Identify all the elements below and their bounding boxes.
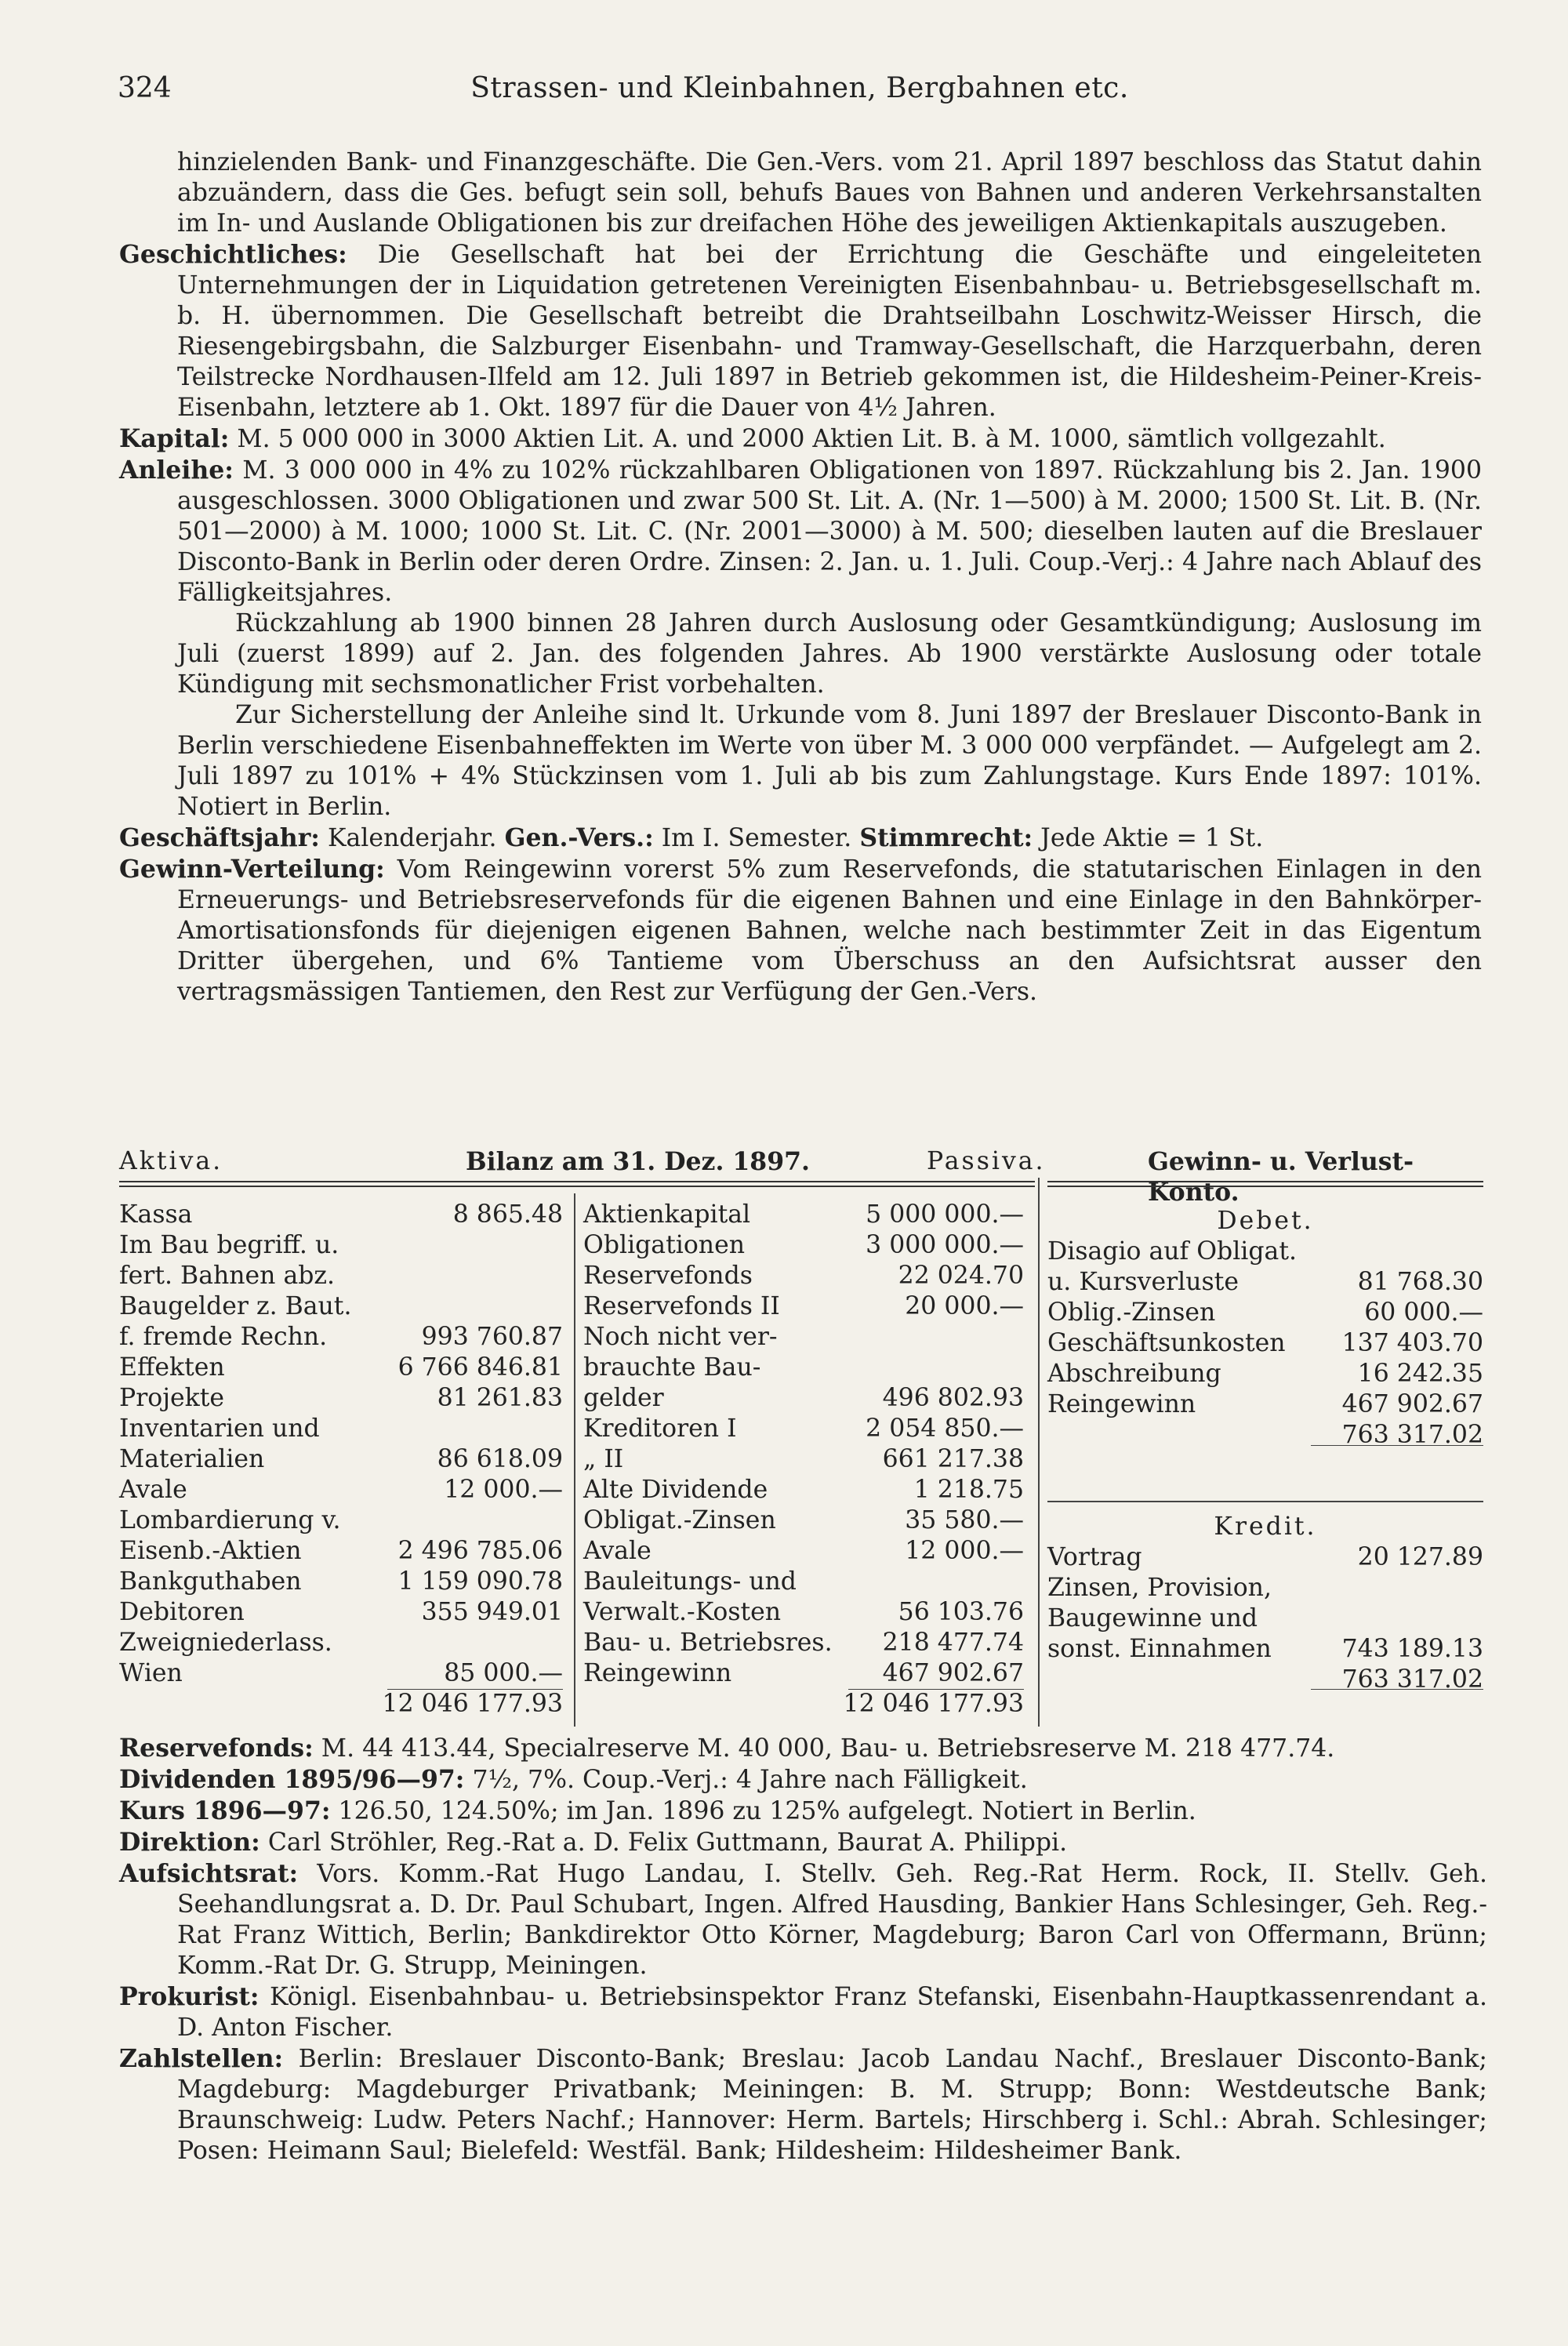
section-paragraph xyxy=(119,1733,1487,1764)
passiva-item: Bauleitungs- und xyxy=(583,1567,797,1596)
aktiva-amount: 993 760.87 xyxy=(421,1323,563,1351)
section-kapital xyxy=(119,423,1482,455)
section-label: Direktion: xyxy=(119,1828,260,1857)
debet-row xyxy=(1047,1237,1483,1267)
aktiva-column xyxy=(119,1200,563,1720)
column-divider xyxy=(1038,1178,1040,1727)
balance-title: Bilanz am 31. Dez. 1897. xyxy=(466,1147,811,1176)
kredit-row xyxy=(1047,1634,1483,1665)
kredit-rows xyxy=(1047,1542,1483,1665)
passiva-item: Bau- u. Betriebsres. xyxy=(583,1629,833,1657)
aktiva-row xyxy=(119,1536,563,1567)
passiva-row xyxy=(583,1475,1024,1505)
kredit-row xyxy=(1047,1573,1483,1603)
passiva-row xyxy=(583,1628,1024,1658)
aktiva-row xyxy=(119,1353,563,1383)
section-label: Stimmrecht: xyxy=(859,823,1033,852)
passiva-amount: 1 218.75 xyxy=(913,1476,1024,1504)
passiva-label: Passiva. xyxy=(927,1147,1046,1175)
aktiva-item: Effekten xyxy=(119,1353,225,1382)
aktiva-item: Avale xyxy=(119,1476,187,1504)
kredit-label xyxy=(1047,1512,1483,1542)
section-text: Im I. Semester. xyxy=(653,824,860,852)
passiva-amount: 2 054 850.— xyxy=(866,1414,1024,1443)
section-text: Carl Ströhler, Reg.-Rat a. D. Felix Guttmann, Baurat A. Philippi. xyxy=(260,1828,1068,1857)
header-rule xyxy=(1047,1181,1483,1182)
aktiva-total: 12 046 177.93 xyxy=(382,1690,563,1718)
sum-rule xyxy=(387,1689,563,1690)
after-text xyxy=(119,1733,1487,2166)
debet-item: Disagio auf Obligat. xyxy=(1047,1237,1297,1266)
passiva-row xyxy=(583,1597,1024,1628)
debet-label-text: Debet. xyxy=(1217,1207,1314,1235)
passiva-item: gelder xyxy=(583,1384,664,1412)
header-rule xyxy=(119,1186,1035,1187)
aktiva-item: Debitoren xyxy=(119,1598,245,1626)
passiva-item: Noch nicht ver- xyxy=(583,1323,778,1351)
passiva-row xyxy=(583,1567,1024,1597)
spacer xyxy=(1047,1451,1483,1481)
passiva-item: Avale xyxy=(583,1537,652,1565)
aktiva-row xyxy=(119,1291,563,1322)
aktiva-amount: 8 865.48 xyxy=(452,1200,563,1229)
section-text: M. 3 000 000 in 4% zu 102% rückzahlbaren Obligationen von 1897. Rückzahlung bis 2. Jan. 1900 ausgeschlossen. 3000 Obligationen und zwar 500 St. Lit. A. (Nr. 1—500) à M. 2000; 1500 St. Lit. B. (Nr. 501—2000) à M. 1000; 1000 St. Lit. C. (Nr. 2001—3000) à M. 500; dieselben lauten auf die Breslauer Disconto-Bank in Berlin oder deren Ordre. Zinsen: 2. Jan. u. 1. Juli. Coup.-Verj.: 4 Jahre nach Ablauf des Fälligkeitsjahres. xyxy=(177,456,1482,607)
debet-amount: 137 403.70 xyxy=(1341,1329,1483,1357)
section-label: Aufsichtsrat: xyxy=(119,1859,299,1888)
passiva-row xyxy=(583,1444,1024,1475)
aktiva-amount: 1 159 090.78 xyxy=(397,1567,563,1596)
aktiva-row xyxy=(119,1444,563,1475)
aktiva-item: Baugelder z. Baut. xyxy=(119,1292,352,1320)
main-text xyxy=(119,147,1482,1008)
passiva-row xyxy=(583,1536,1024,1567)
passiva-row xyxy=(583,1230,1024,1261)
debet-row xyxy=(1047,1298,1483,1328)
section-text: Vom Reingewinn vorerst 5% zum Reservefonds, die statutarischen Einlagen in den Erneuerungs- und Betriebsreservefonds für die eigenen Bahnen und eine Einlage in den Bahnkörper-Amortisationsfonds für diejenigen eigenen Bahnen, welche nach bestimmter Zeit in das Eigentum Dritter übergehen, und 6% Tantieme vom Überschuss an den Aufsichtsrat ausser den vertragsmässigen Tantiemen, den Rest zur Verfügung der Gen.-Vers. xyxy=(177,855,1482,1006)
debet-item: Abschreibung xyxy=(1047,1360,1221,1388)
section-text: M. 44 413.44, Specialreserve M. 40 000, Bau- u. Betriebsreserve M. 218 477.74. xyxy=(313,1734,1335,1763)
aktiva-row xyxy=(119,1322,563,1353)
passiva-row xyxy=(583,1353,1024,1383)
passiva-amount: 496 802.93 xyxy=(882,1384,1024,1412)
aktiva-item: Wien xyxy=(119,1659,183,1687)
aktiva-row xyxy=(119,1597,563,1628)
debet-item: Oblig.-Zinsen xyxy=(1047,1298,1216,1327)
debet-amount: 81 768.30 xyxy=(1357,1268,1483,1296)
passiva-amount: 20 000.— xyxy=(905,1292,1024,1320)
aktiva-amount: 2 496 785.06 xyxy=(397,1537,563,1565)
section-text: Königl. Eisenbahnbau- u. Betriebsinspektor Franz Stefanski, Eisenbahn-Hauptkassenrendant a. D. Anton Fischer. xyxy=(177,1983,1487,2042)
intro-paragraph: hinzielenden Bank- und Finanzgeschäfte. Die Gen.-Vers. vom 21. April 1897 beschloss das Statut dahin abzuändern, dass die Ges. befugt sein soll, behufs Baues von Bahnen und anderen Verkehrsanstalten im In- und Auslande Obligationen bis zur dreifachen Höhe des jeweiligen Aktienkapitals auszugeben. xyxy=(177,148,1482,238)
aktiva-item: Im Bau begriff. u. xyxy=(119,1231,339,1259)
debet-label xyxy=(1047,1206,1483,1237)
header-rule xyxy=(1047,1186,1483,1187)
aktiva-row xyxy=(119,1567,563,1597)
passiva-row xyxy=(583,1414,1024,1444)
kredit-total: 763 317.02 xyxy=(1341,1665,1483,1694)
debet-amount: 16 242.35 xyxy=(1357,1360,1483,1388)
section-label: Kurs 1896—97: xyxy=(119,1796,331,1825)
section-text: Berlin: Breslauer Disconto-Bank; Breslau: Jacob Landau Nachf., Breslauer Disconto-Bank; Magdeburg: Magdeburger Privatbank; Meiningen: B. M. Strupp; Bonn: Westdeutsche Bank; Braunschweig: Ludw. Peters Nachf.; Hannover: Herm. Bartels; Hirschberg i. Schl.: Abrah. Schlesinger; Posen: Heimann Saul; Bielefeld: Westfäl. Bank; Hildesheim: Hildesheimer Bank. xyxy=(177,2045,1487,2165)
section-label: Kapital: xyxy=(119,424,230,453)
section-rule xyxy=(1047,1501,1483,1502)
debet-total: 763 317.02 xyxy=(1341,1421,1483,1449)
section-paragraph xyxy=(119,1796,1487,1827)
sum-rule xyxy=(848,1689,1024,1690)
aktiva-item: Materialien xyxy=(119,1445,265,1473)
passiva-total: 12 046 177.93 xyxy=(843,1690,1024,1718)
passiva-row xyxy=(583,1261,1024,1291)
gv-column xyxy=(1047,1206,1483,1695)
section-label: Prokurist: xyxy=(119,1982,260,2011)
aktiva-rows xyxy=(119,1200,563,1689)
section-text: 7½, 7%. Coup.-Verj.: 4 Jahre nach Fälligkeit. xyxy=(464,1766,1028,1794)
passiva-column xyxy=(583,1200,1024,1720)
debet-item: Geschäftsunkosten xyxy=(1047,1329,1286,1357)
aktiva-row xyxy=(119,1230,563,1261)
aktiva-amount: 86 618.09 xyxy=(437,1445,563,1473)
section-geschichtliches xyxy=(119,239,1482,423)
section-paragraph xyxy=(119,1827,1487,1858)
kredit-row xyxy=(1047,1603,1483,1634)
sum-rule xyxy=(1311,1445,1483,1446)
page-header xyxy=(118,72,1482,111)
column-divider xyxy=(574,1193,575,1727)
debet-amount: 467 902.67 xyxy=(1341,1390,1483,1418)
debet-row xyxy=(1047,1328,1483,1359)
aktiva-item: Lombardierung v. xyxy=(119,1506,341,1534)
aktiva-row xyxy=(119,1414,563,1444)
kredit-row xyxy=(1047,1542,1483,1573)
kredit-total-row xyxy=(1047,1665,1483,1695)
kredit-amount: 743 189.13 xyxy=(1341,1635,1483,1663)
section-label: Zahlstellen: xyxy=(119,2044,284,2073)
aktiva-item: Zweigniederlass. xyxy=(119,1629,332,1657)
passiva-item: brauchte Bau- xyxy=(583,1353,761,1382)
section-text: Vors. Komm.-Rat Hugo Landau, I. Stellv. Geh. Reg.-Rat Herm. Rock, II. Stellv. Geh. Seehandlungsrat a. D. Dr. Paul Schubart, Ingen. Alfred Hausding, Bankier Hans Schlesinger, Geh. Reg.-Rat Franz Wittich, Berlin; Bankdirektor Otto Körner, Magdeburg; Baron Carl von Offermann, Brünn; Komm.-Rat Dr. G. Strupp, Meiningen. xyxy=(177,1860,1487,1980)
aktiva-row xyxy=(119,1505,563,1536)
section-text: 126.50, 124.50%; im Jan. 1896 zu 125% aufgelegt. Notiert in Berlin. xyxy=(330,1797,1196,1825)
passiva-total-row xyxy=(583,1689,1024,1720)
anleihe-paragraph: Zur Sicherstellung der Anleihe sind lt. Urkunde vom 8. Juni 1897 der Breslauer Disconto-Bank in Berlin verschiedene Eisenbahneffekten im Werte von über M. 3 000 000 verpfändet. — Aufgelegt am 2. Juli 1897 zu 101% + 4% Stückzinsen vom 1. Juli ab bis zum Zahlungstage. Kurs Ende 1897: 101%. Notiert in Berlin. xyxy=(177,701,1482,821)
section-anleihe xyxy=(119,455,1482,608)
passiva-item: Obligat.-Zinsen xyxy=(583,1506,776,1534)
section-paragraph xyxy=(119,1764,1487,1796)
debet-item: u. Kursverluste xyxy=(1047,1268,1239,1296)
kredit-item: Zinsen, Provision, xyxy=(1047,1574,1272,1602)
passiva-item: Reservefonds II xyxy=(583,1292,780,1320)
passiva-amount: 56 103.76 xyxy=(898,1598,1024,1626)
aktiva-item: fert. Bahnen abz. xyxy=(119,1262,336,1290)
spacer xyxy=(1047,1481,1483,1512)
running-title: Strassen- und Kleinbahnen, Bergbahnen etc. xyxy=(470,72,1129,104)
passiva-item: Reingewinn xyxy=(583,1659,732,1687)
kredit-label-text: Kredit. xyxy=(1214,1513,1317,1541)
passiva-amount: 218 477.74 xyxy=(882,1629,1024,1657)
aktiva-item: Inventarien und xyxy=(119,1414,320,1443)
passiva-item: Reservefonds xyxy=(583,1262,753,1290)
passiva-row xyxy=(583,1291,1024,1322)
section-paragraph xyxy=(119,1858,1487,1981)
aktiva-total-row xyxy=(119,1689,563,1720)
aktiva-amount: 355 949.01 xyxy=(421,1598,563,1626)
aktiva-row xyxy=(119,1475,563,1505)
section-label: Gen.-Vers.: xyxy=(504,823,654,852)
aktiva-item: Projekte xyxy=(119,1384,225,1412)
aktiva-row xyxy=(119,1200,563,1230)
passiva-item: Verwalt.-Kosten xyxy=(583,1598,782,1626)
debet-total-row xyxy=(1047,1420,1483,1451)
section-geschaeftsjahr xyxy=(119,823,1482,854)
gv-title: Gewinn- u. Verlust-Konto. xyxy=(1148,1147,1414,1207)
passiva-amount: 5 000 000.— xyxy=(866,1200,1024,1229)
header-rule xyxy=(119,1181,1035,1182)
debet-item: Reingewinn xyxy=(1047,1390,1196,1418)
aktiva-item: Eisenb.-Aktien xyxy=(119,1537,302,1565)
kredit-item: sonst. Einnahmen xyxy=(1047,1635,1272,1663)
aktiva-item: Kassa xyxy=(119,1200,193,1229)
aktiva-row xyxy=(119,1261,563,1291)
section-label: Anleihe: xyxy=(119,456,234,485)
passiva-item: „ II xyxy=(583,1445,624,1473)
section-label: Geschichtliches: xyxy=(119,240,347,269)
section-text: Kalenderjahr. xyxy=(319,824,505,852)
debet-rows xyxy=(1047,1237,1483,1420)
passiva-amount: 661 217.38 xyxy=(882,1445,1024,1473)
passiva-item: Alte Dividende xyxy=(583,1476,768,1504)
passiva-amount: 35 580.— xyxy=(905,1506,1024,1534)
passiva-row xyxy=(583,1658,1024,1689)
passiva-item: Obligationen xyxy=(583,1231,745,1259)
passiva-item: Kreditoren I xyxy=(583,1414,737,1443)
kredit-item: Baugewinne und xyxy=(1047,1604,1258,1632)
kredit-item: Vortrag xyxy=(1047,1543,1142,1571)
section-gewinn-verteilung xyxy=(119,854,1482,1008)
aktiva-amount: 6 766 846.81 xyxy=(397,1353,563,1382)
section-text: Jede Aktie = 1 St. xyxy=(1033,824,1264,852)
section-label: Reservefonds: xyxy=(119,1734,314,1763)
debet-row xyxy=(1047,1389,1483,1420)
debet-amount: 60 000.— xyxy=(1364,1298,1483,1327)
passiva-amount: 22 024.70 xyxy=(898,1262,1024,1290)
section-paragraph xyxy=(119,1981,1487,2043)
kredit-amount: 20 127.89 xyxy=(1357,1543,1483,1571)
aktiva-row xyxy=(119,1628,563,1658)
passiva-item: Aktienkapital xyxy=(583,1200,751,1229)
page-number: 324 xyxy=(118,72,172,104)
anleihe-paragraph: Rückzahlung ab 1900 binnen 28 Jahren durch Auslosung oder Gesamtkündigung; Auslosung im Juli (zuerst 1899) auf 2. Jan. des folgenden Jahres. Ab 1900 verstärkte Auslosung oder totale Kündigung mit sechsmonatlicher Frist vorbehalten. xyxy=(177,609,1482,699)
aktiva-item: Bankguthaben xyxy=(119,1567,302,1596)
sum-rule xyxy=(1311,1689,1483,1690)
passiva-amount: 3 000 000.— xyxy=(866,1231,1024,1259)
debet-row xyxy=(1047,1359,1483,1389)
section-text: Die Gesellschaft hat bei der Errichtung die Geschäfte und eingeleiteten Unternehmungen der in Liquidation getretenen Vereinigten Eisenbahnbau- u. Betriebsgesellschaft m. b. H. übernommen. Die Gesellschaft betreibt die Drahtseilbahn Loschwitz-Weisser Hirsch, die Riesengebirgsbahn, die Salzburger Eisenbahn- und Tramway-Gesellschaft, die Harzquerbahn, deren Teilstrecke Nordhausen-Ilfeld am 12. Juli 1897 in Betrieb gekommen ist, die Hildesheim-Peiner-Kreis-Eisenbahn, letztere ab 1. Okt. 1897 für die Dauer von 4½ Jahren. xyxy=(177,241,1482,422)
passiva-row xyxy=(583,1200,1024,1230)
passiva-amount: 12 000.— xyxy=(905,1537,1024,1565)
passiva-row xyxy=(583,1383,1024,1414)
section-text: M. 5 000 000 in 3000 Aktien Lit. A. und 2000 Aktien Lit. B. à M. 1000, sämtlich vollgezahlt. xyxy=(229,425,1386,453)
section-label: Dividenden 1895/96—97: xyxy=(119,1765,465,1794)
section-label: Gewinn-Verteilung: xyxy=(119,855,385,884)
aktiva-row xyxy=(119,1383,563,1414)
section-label: Geschäftsjahr: xyxy=(119,823,320,852)
aktiva-label: Aktiva. xyxy=(119,1147,223,1175)
aktiva-row xyxy=(119,1658,563,1689)
aktiva-amount: 81 261.83 xyxy=(437,1384,563,1412)
debet-row xyxy=(1047,1267,1483,1298)
balance-header xyxy=(119,1146,1485,1207)
aktiva-item: f. fremde Rechn. xyxy=(119,1323,328,1351)
passiva-rows xyxy=(583,1200,1024,1689)
section-paragraph xyxy=(119,2043,1487,2166)
aktiva-amount: 12 000.— xyxy=(444,1476,563,1504)
passiva-row xyxy=(583,1322,1024,1353)
passiva-amount: 467 902.67 xyxy=(882,1659,1024,1687)
aktiva-amount: 85 000.— xyxy=(444,1659,563,1687)
passiva-row xyxy=(583,1505,1024,1536)
